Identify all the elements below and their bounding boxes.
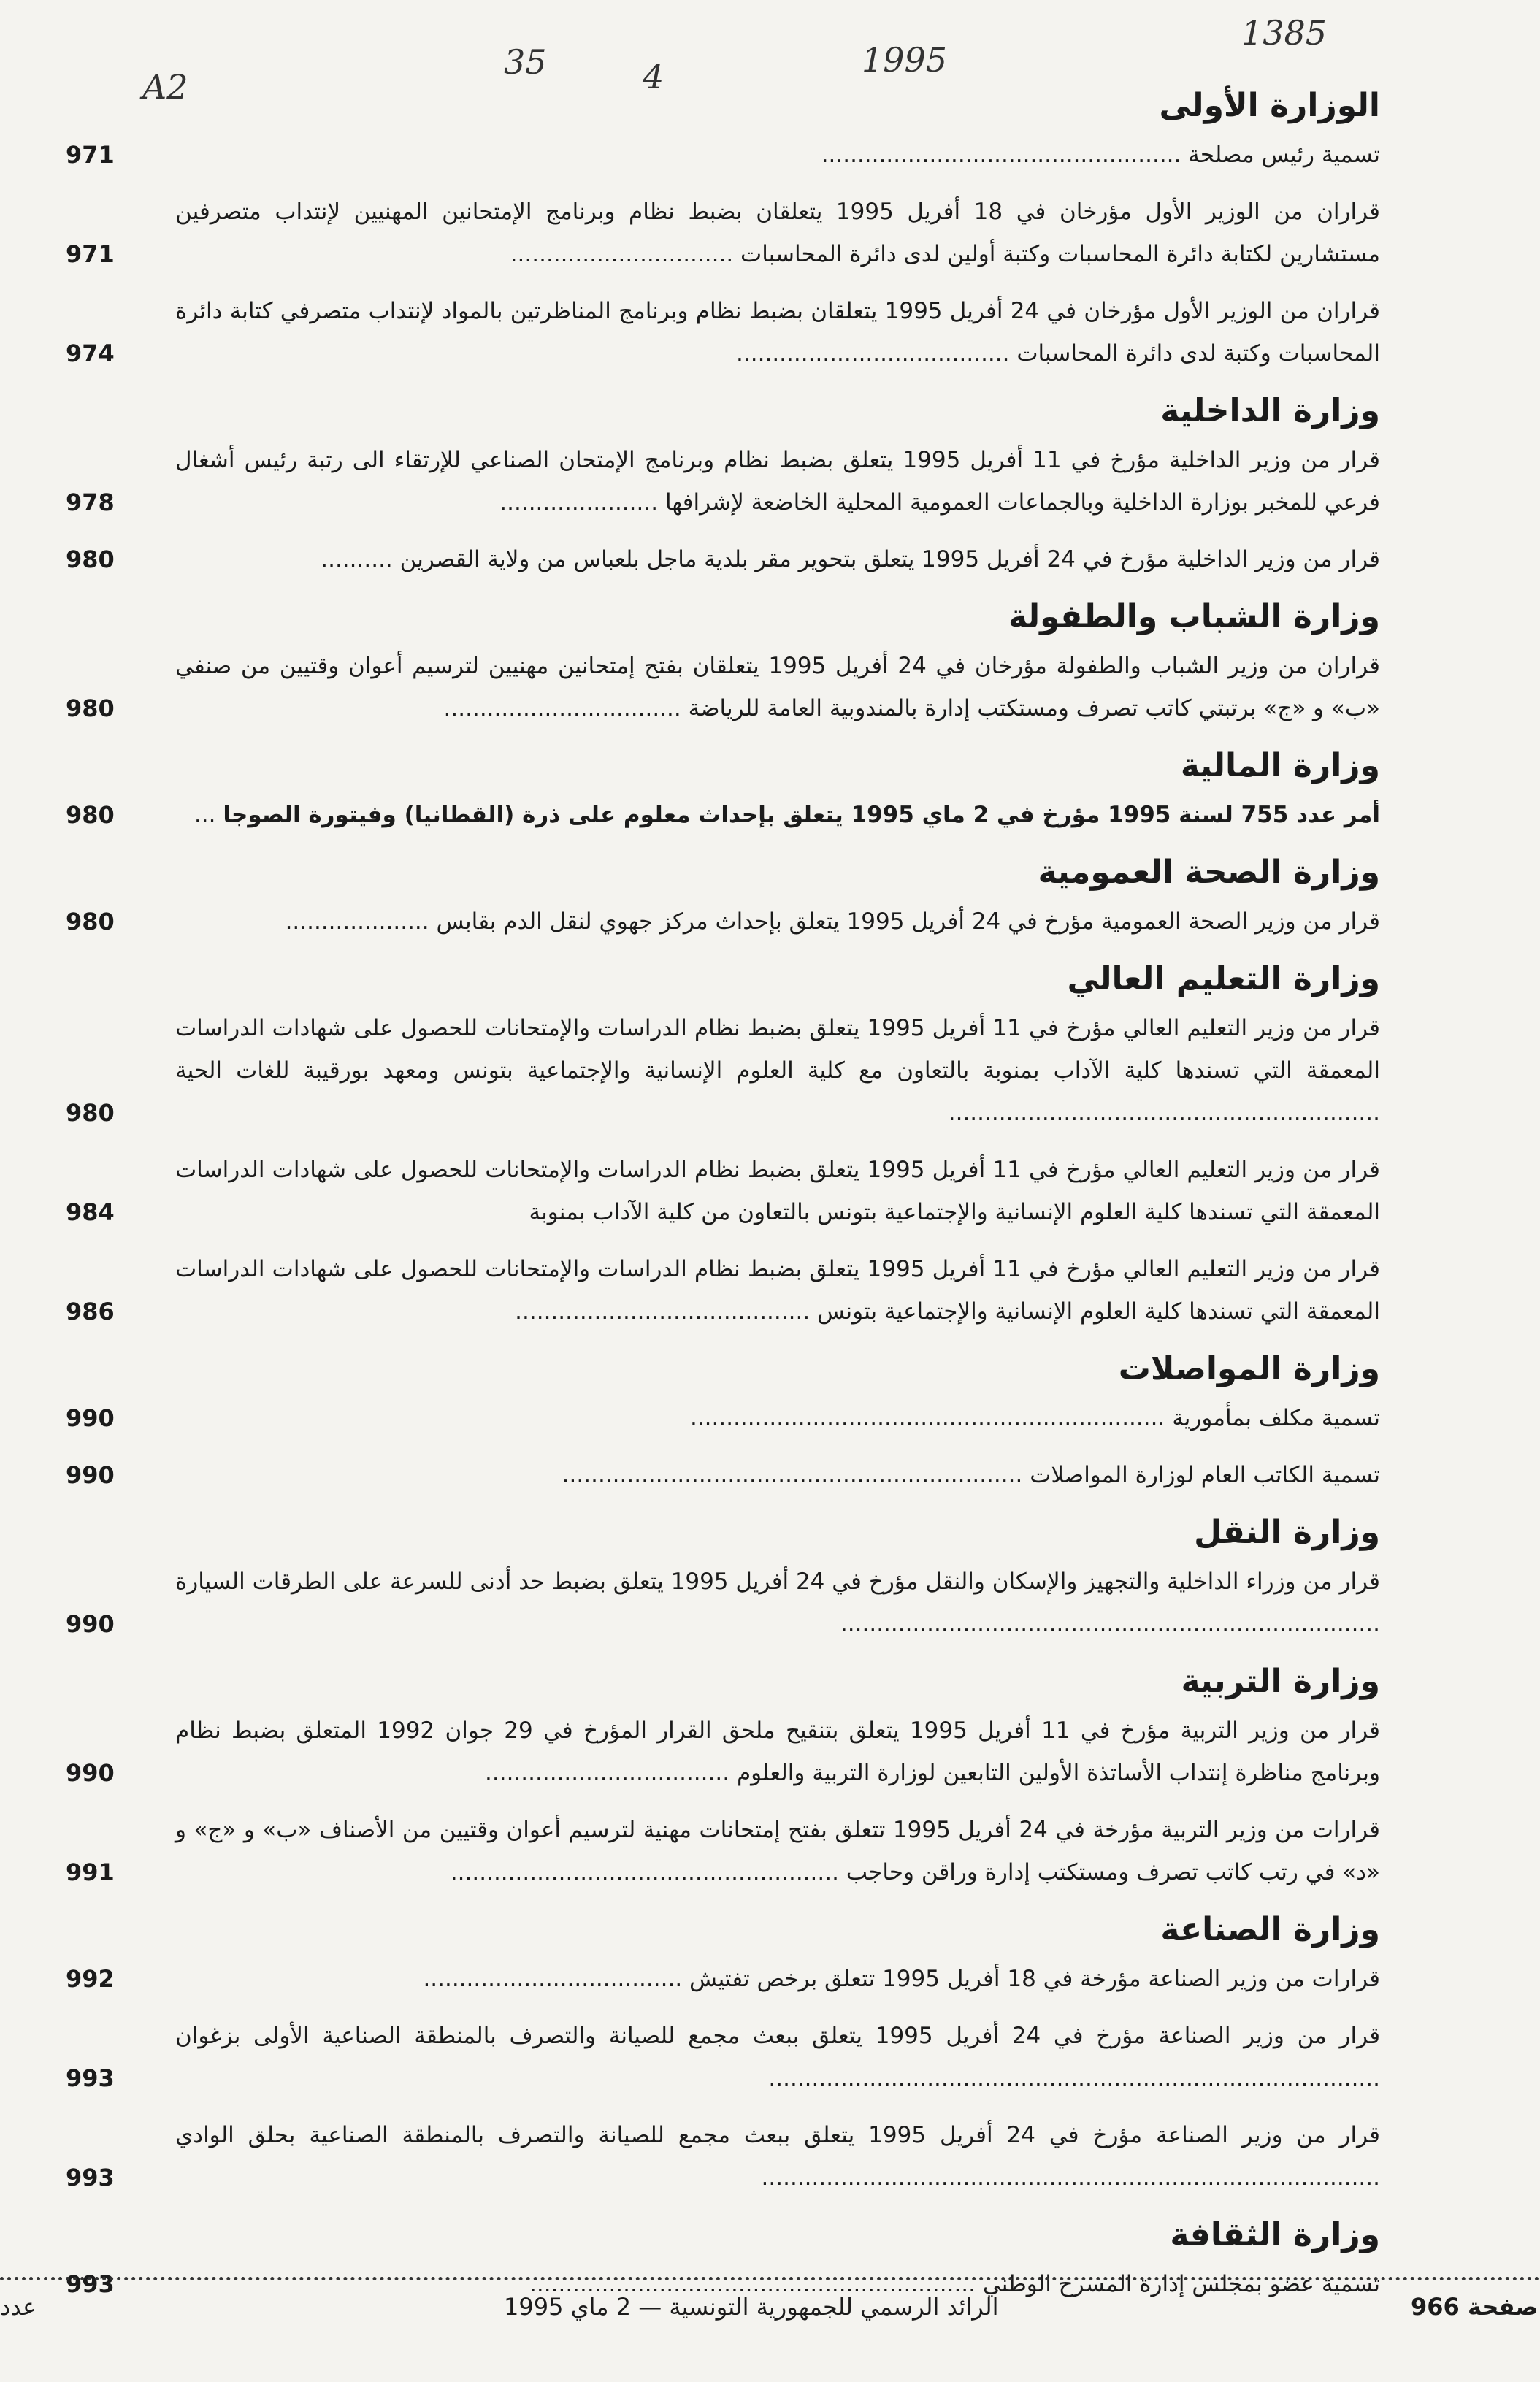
footer-divider [0, 2277, 1540, 2280]
entry-text: قرارات من وزير التربية مؤرخة في 24 أفريل 1995 تتعلق بفتح إمتحانات مهنية لترسيم أعوان وقتيين من الأصناف «ب» و «ج» و «د» في رتب كاتب تصرف ومستكتب إدارة وراقن وحاجب [175, 1817, 1380, 1885]
entry-text: قرار من وزراء الداخلية والتجهيز والإسكان والنقل مؤرخ في 24 أفريل 1995 يتعلق بضبط حد أدنى للسرعة على الطرقات السيارة [175, 1569, 1380, 1595]
entry-text: قرار من وزير التعليم العالي مؤرخ في 11 أفريل 1995 يتعلق بضبط نظام الدراسات والإمتحانات للحصول على شهادات الدراسات المعمقة التي تسندها كلية العلوم الإنسانية والإجتماعية بتونس [175, 1256, 1380, 1325]
entry-text: قرار من وزير الداخلية مؤرخ في 24 أفريل 1995 يتعلق بتحوير مقر بلدية ماجل بلعباس من ولاية القصرين [399, 546, 1380, 572]
section-communications [66, 1347, 1380, 1496]
toc-entry [66, 538, 1380, 581]
leader-dots: .................................................. [821, 142, 1181, 168]
page-number: 990 [66, 1610, 115, 1638]
page-number: 984 [66, 1198, 115, 1226]
page-number: 991 [66, 1858, 115, 1886]
toc-entry [66, 1454, 1380, 1496]
section-title: وزارة الداخلية [1160, 392, 1380, 429]
leader-dots: ................................. [443, 695, 681, 721]
entry-text: قرار من وزير التربية مؤرخ في 11 أفريل 1995 يتعلق بتنقيح ملحق القرار المؤرخ في 29 جوان 1992 المتعلق بضبط نظام وبرنامج مناظرة إنتداب الأساتذة الأولين التابعين لوزارة التربية والعلوم [175, 1717, 1380, 1786]
section-youth [66, 595, 1380, 729]
handwritten-mark: 35 [504, 42, 547, 82]
leader-dots: ... [194, 802, 216, 828]
section-higher-education [66, 957, 1380, 1333]
toc-entry [66, 134, 1380, 176]
entry-text: تسمية مكلف بمأمورية [1172, 1405, 1380, 1431]
toc-entry [66, 1709, 1380, 1794]
handwritten-mark: 1995 [862, 40, 948, 80]
entry-text: قرار من وزير الصناعة مؤرخ في 24 أفريل 1995 يتعلق ببعث مجمع للصيانة والتصرف بالمنطقة الصناعية بحلق الوادي [175, 2122, 1380, 2148]
section-title: وزارة الثقافة [1170, 2216, 1380, 2253]
leader-dots: ...................................... [736, 340, 1010, 367]
section-title: وزارة الصناعة [1160, 1911, 1380, 1948]
toc-entry [66, 2015, 1380, 2099]
toc-entry [66, 1149, 1380, 1233]
toc-entry [66, 900, 1380, 943]
section-education [66, 1660, 1380, 1893]
leader-dots: ...................................................... [450, 1859, 839, 1885]
section-finance [66, 744, 1380, 836]
page-number: 990 [66, 1461, 115, 1489]
entry-text: قرار من وزير الصحة العمومية مؤرخ في 24 أفريل 1995 يتعلق بإحداث مركز جهوي لنقل الدم بقابس [436, 908, 1380, 935]
section-title: الوزارة الأولى [1159, 87, 1380, 124]
page-number: 974 [66, 340, 115, 367]
table-of-contents [66, 84, 1380, 2320]
section-title: وزارة الصحة العمومية [1038, 854, 1380, 891]
entry-text: قرارات من وزير الصناعة مؤرخة في 18 أفريل 1995 تتعلق برخص تفتيش [689, 1966, 1380, 1992]
page-number: 993 [66, 2270, 115, 2298]
section-industry [66, 1908, 1380, 2199]
leader-dots: ...................................................................................... [761, 2164, 1380, 2191]
page-number: 978 [66, 489, 115, 516]
entry-text: تسمية الكاتب العام لوزارة المواصلات [1030, 1462, 1380, 1488]
page-number: 971 [66, 141, 115, 169]
page-number: 992 [66, 1965, 115, 1993]
footer-page-label: صفحة 966 [1411, 2293, 1539, 2321]
leader-dots: .................................. [485, 1760, 730, 1786]
page-number: 990 [66, 1759, 115, 1787]
leader-dots: .................... [285, 908, 429, 935]
page-number: 993 [66, 2164, 115, 2191]
entry-text: قرار من وزير الصناعة مؤرخ في 24 أفريل 1995 يتعلق ببعث مجمع للصيانة والتصرف بالمنطقة الصناعية الأولى بزغوان [175, 2023, 1381, 2049]
section-culture [66, 2213, 1380, 2305]
entry-text: قراران من الوزير الأول مؤرخان في 18 أفريل 1995 يتعلقان بضبط نظام وبرنامج الإمتحانين المهنيين لإنتداب متصرفين مستشارين لكتابة دائرة المحاسبات وكتبة أولين لدى دائرة المحاسبات [175, 199, 1380, 267]
section-health [66, 851, 1380, 943]
entry-text: قرار من وزير التعليم العالي مؤرخ في 11 أفريل 1995 يتعلق بضبط نظام الدراسات والإمتحانات للحصول على شهادات الدراسات المعمقة التي تسندها كلية الآداب بمنوبة بالتعاون مع كلية العلوم الإنسانية والإجتماعية بتونس ومعهد بورقيبة للغات الحية [175, 1015, 1380, 1084]
toc-entry [66, 290, 1380, 375]
toc-entry [66, 1007, 1380, 1134]
entry-text: قراران من الوزير الأول مؤرخان في 24 أفريل 1995 يتعلقان بضبط نظام وبرنامج المناظرتين بالمواد لإنتداب متصرفي كتابة دائرة المحاسبات وكتبة لدى دائرة المحاسبات [175, 298, 1380, 367]
section-interior [66, 389, 1380, 581]
section-first-ministry [66, 84, 1380, 375]
handwritten-mark: 4 [643, 57, 664, 96]
leader-dots: ...................... [499, 489, 659, 516]
toc-entry [66, 794, 1380, 836]
leader-dots: .................................... [423, 1966, 683, 1992]
page-number: 980 [66, 908, 115, 935]
section-title: وزارة الشباب والطفولة [1008, 598, 1380, 635]
leader-dots: ............................................................ [948, 1100, 1380, 1126]
page-number: 971 [66, 240, 115, 268]
section-title: وزارة المالية [1180, 747, 1380, 784]
leader-dots: ..................................................................................... [768, 2065, 1380, 2091]
toc-entry [66, 645, 1380, 729]
entry-text: تسمية عضو بمجلس إدارة المسرح الوطني [982, 2271, 1380, 2297]
page-number: 986 [66, 1298, 115, 1325]
toc-entry [66, 1397, 1380, 1439]
toc-entry [66, 1958, 1380, 2000]
page-number: 980 [66, 545, 115, 573]
section-transport [66, 1511, 1380, 1645]
section-title: وزارة النقل [1194, 1514, 1380, 1551]
section-title: وزارة المواصلات [1118, 1350, 1380, 1387]
footer-issue-label: عدد [0, 2293, 37, 2321]
toc-entry [66, 191, 1380, 275]
page-number: 980 [66, 1099, 115, 1127]
leader-dots: ......................................... [515, 1298, 811, 1325]
page-number: 980 [66, 694, 115, 722]
footer-publication: الرائد الرسمي للجمهورية التونسية — 2 ماي 1995 [504, 2293, 999, 2321]
leader-dots: .................................................................. [689, 1405, 1165, 1431]
entry-text: قرار من وزير التعليم العالي مؤرخ في 11 أفريل 1995 يتعلق بضبط نظام الدراسات والإمتحانات للحصول على شهادات الدراسات المعمقة التي تسندها كلية العلوم الإنسانية والإجتماعية بتونس بالتعاون من كلية الآداب بمنوبة [175, 1157, 1380, 1225]
leader-dots: .............................................................. [529, 2271, 976, 2297]
page-number: 990 [66, 1404, 115, 1432]
entry-text: قراران من وزير الشباب والطفولة مؤرخان في 24 أفريل 1995 يتعلقان بفتح إمتحانين مهنيين لترسيم أعوان وقتيين من صنفي «ب» و «ج» برتبتي كاتب تصرف ومستكتب إدارة بالمندوبية العامة للرياضة [175, 653, 1380, 721]
leader-dots: ........................................................................... [840, 1611, 1380, 1637]
entry-text: قرار من وزير الداخلية مؤرخ في 11 أفريل 1995 يتعلق بضبط نظام وبرنامج الإمتحان الصناعي للإرتقاء الى رتبة رئيس أشغال فرعي للمخبر بوزارة الداخلية وبالجماعات العمومية المحلية الخاضعة لإشرافها [175, 447, 1380, 516]
section-title: وزارة التعليم العالي [1067, 960, 1380, 997]
leader-dots: .......... [321, 546, 393, 572]
toc-entry [66, 1248, 1380, 1333]
entry-text: أمر عدد 755 لسنة 1995 مؤرخ في 2 ماي 1995 يتعلق بإحداث معلوم على ذرة (القطانيا) وفيتورة الصوجا [223, 802, 1380, 828]
entry-text: تسمية رئيس مصلحة [1188, 142, 1380, 168]
leader-dots: ................................................................ [562, 1462, 1023, 1488]
toc-entry [66, 1809, 1380, 1893]
toc-entry [66, 439, 1380, 524]
toc-entry [66, 2114, 1380, 2199]
page-number: 980 [66, 801, 115, 829]
leader-dots: ............................... [510, 241, 734, 267]
page-footer [0, 2293, 1540, 2344]
section-title: وزارة التربية [1181, 1663, 1380, 1700]
page-number: 993 [66, 2064, 115, 2092]
toc-entry [66, 1560, 1380, 1645]
handwritten-mark: 1385 [1241, 13, 1328, 53]
handwritten-mark: A2 [142, 67, 188, 107]
